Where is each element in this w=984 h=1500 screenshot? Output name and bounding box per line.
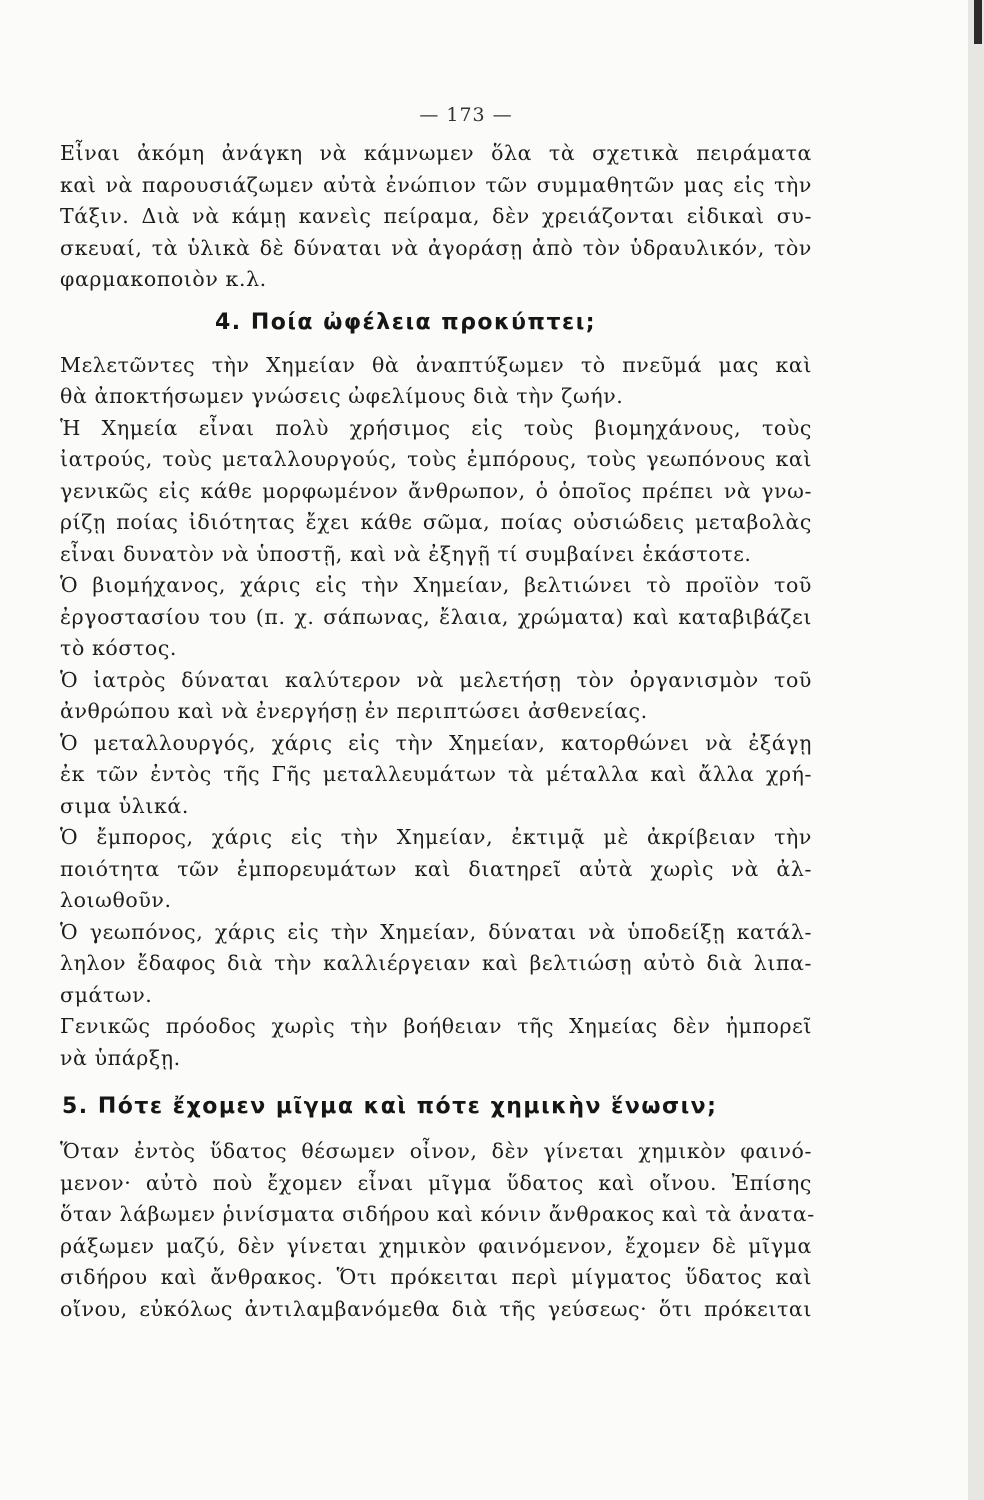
text-line: ποιότητα τῶν ἐμπορευμάτων καὶ διατηρεῖ αὐτὰ χωρὶς νὰ ἀλ- — [60, 856, 812, 881]
text-line: Ὁ ἔμπορος, χάρις εἰς τὴν Χημείαν, ἐκτιμᾷ μὲ ἀκρίβειαν τὴν — [60, 825, 812, 849]
text-line: σκευαί, τὰ ὑλικὰ δὲ δύναται νὰ ἀγοράσῃ ἀπὸ τὸν ὑδραυλικόν, τὸν — [60, 235, 812, 260]
text-line: Εἶναι ἀκόμη ἀνάγκη νὰ κάμνωμεν ὅλα τὰ σχετικὰ πειράματα — [60, 141, 812, 165]
text-line: θὰ ἀποκτήσωμεν γνώσεις ὠφελίμους διὰ τὴν ζωήν. — [60, 384, 624, 408]
text-line: ράξωμεν μαζύ, δὲν γίνεται χημικὸν φαινόμενον, ἔχομεν δὲ μῖγμα — [60, 1233, 812, 1258]
text-line: Τάξιν. Διὰ νὰ κάμῃ κανεὶς πείραμα, δὲν χρειάζονται εἰδικαὶ συ- — [60, 204, 812, 228]
text-line: ἐργοστασίου του (π. χ. σάπωνας, ἔλαια, χρώματα) καὶ καταβιβάζει — [60, 604, 812, 629]
paragraph-8 — [60, 1011, 812, 1074]
text-line: εἶναι δυνατὸν νὰ ὑποστῇ, καὶ νὰ ἐξηγῇ τί συμβαίνει ἑκάστοτε. — [60, 541, 752, 566]
text-line: Ὁ βιομήχανος, χάρις εἰς τὴν Χημείαν, βελτιώνει τὸ προϊὸν τοῦ — [60, 573, 812, 597]
text-line: σμάτων. — [60, 982, 153, 1007]
section-heading-4: 4. Ποία ὠφέλεια προκύπτει; — [215, 309, 597, 335]
text-line: φαρμακοποιὸν κ.λ. — [60, 267, 267, 291]
text-line: ληλον ἔδαφος διὰ τὴν καλλιέργειαν καὶ βελτιώσῃ αὐτὸ διὰ λιπα- — [60, 951, 812, 975]
page-number: — 173 — — [419, 104, 513, 126]
text-line: Ὁ ἰατρὸς δύναται καλύτερον νὰ μελετήσῃ τὸν ὀργανισμὸν τοῦ — [60, 667, 812, 692]
paragraph-4 — [60, 665, 812, 728]
paragraph-9 — [60, 1136, 815, 1325]
page-edge — [968, 0, 984, 1500]
paragraph-3 — [60, 570, 812, 665]
text-line: Ἡ Χημεία εἶναι πολὺ χρήσιμος εἰς τοὺς βιομηχάνους, τοὺς — [60, 415, 812, 440]
text-line: ἀνθρώπου καὶ νὰ ἐνεργήσῃ ἐν περιπτώσει ἀσθενείας. — [60, 699, 648, 723]
text-line: οἴνου, εὐκόλως ἀντιλαμβανόμεθα διὰ τῆς γεύσεως· ὅτι πρόκειται — [60, 1296, 812, 1321]
paragraph-1 — [60, 350, 812, 413]
text-line: ἰατρούς, τοὺς μεταλλουργούς, τοὺς ἐμπόρους, τοὺς γεωπόνους καὶ — [60, 447, 812, 471]
text-line: Γενικῶς πρόοδος χωρὶς τὴν βοήθειαν τῆς Χημείας δὲν ἠμπορεῖ — [60, 1014, 812, 1038]
scan-edge-mark — [974, 0, 982, 44]
text-line: Ὁ γεωπόνος, χάρις εἰς τὴν Χημείαν, δύναται νὰ ὑποδείξῃ κατάλ- — [60, 919, 812, 944]
section-heading-5: 5. Πότε ἔχομεν μῖγμα καὶ πότε χημικὴν ἕνωσιν; — [62, 1094, 718, 1119]
text-line: Μελετῶντες τὴν Χημείαν θὰ ἀναπτύξωμεν τὸ πνεῦμά μας καὶ — [60, 352, 812, 377]
paragraph-5 — [60, 728, 812, 823]
text-line: ἐκ τῶν ἐντὸς τῆς Γῆς μεταλλευμάτων τὰ μέταλλα καὶ ἄλλα χρή- — [60, 762, 812, 786]
text-line: ρίζῃ ποίας ἰδιότητας ἔχει κάθε σῶμα, ποίας οὐσιώδεις μεταβολὰς — [60, 510, 812, 534]
text-line: μενον· αὐτὸ ποὺ ἔχομεν εἶναι μῖγμα ὕδατος καὶ οἴνου. Ἐπίσης — [60, 1170, 812, 1195]
intro-paragraph — [60, 138, 812, 296]
paragraph-2 — [60, 413, 812, 571]
page-text — [60, 92, 815, 1325]
text-line: σιδήρου καὶ ἄνθρακος. Ὅτι πρόκειται περὶ μίγματος ὕδατος καὶ — [60, 1265, 812, 1289]
text-line: νὰ ὑπάρξῃ. — [60, 1045, 181, 1070]
text-line: καὶ νὰ παρουσιάζωμεν αὐτὰ ἐνώπιον τῶν συμμαθητῶν μας εἰς τὴν — [60, 172, 812, 197]
paragraph-7 — [60, 917, 812, 1012]
paragraph-6 — [60, 822, 812, 917]
text-line: λοιωθοῦν. — [60, 888, 172, 912]
text-line: σιμα ὑλικά. — [60, 793, 189, 818]
text-line: Ὅταν ἐντὸς ὕδατος θέσωμεν οἶνον, δὲν γίνεται χημικὸν φαινό- — [60, 1139, 812, 1163]
text-line: τὸ κόστος. — [60, 636, 178, 660]
text-line: γενικῶς εἰς κάθε μορφωμένον ἄνθρωπον, ὁ ὁποῖος πρέπει νὰ γνω- — [60, 478, 812, 503]
text-line: Ὁ μεταλλουργός, χάρις εἰς τὴν Χημείαν, κατορθώνει νὰ ἐξάγῃ — [60, 730, 812, 755]
text-line: ὅταν λάβωμεν ῥινίσματα σιδήρου καὶ κόνιν ἄνθρακος καὶ τὰ ἀνατα- — [60, 1202, 815, 1226]
